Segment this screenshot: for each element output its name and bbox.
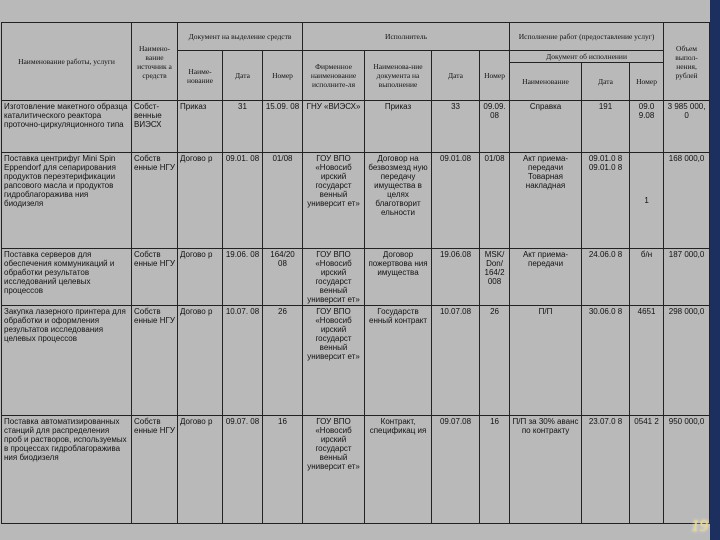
cell-volume: 3 985 000, 0	[664, 101, 710, 153]
cell-exec: ГОУ ВПО «Новосиб ирский государст венный университ ет»	[303, 306, 365, 416]
cell-ful-date: 09.01.0 8 09.01.0 8	[582, 153, 630, 249]
cell-exec-doc: Контракт, спецификац ия	[365, 416, 432, 524]
cell-volume: 298 000,0	[664, 306, 710, 416]
cell-ful-date: 23.07.0 8	[582, 416, 630, 524]
cell-ful-name: Акт приема-передачи Товарная накладная	[510, 153, 582, 249]
cell-ful-name: Акт приема-передачи	[510, 249, 582, 306]
cell-exec-date: 33	[432, 101, 480, 153]
cell-alloc-date: 19.06. 08	[223, 249, 263, 306]
cell-work: Поставка центрифуг Mini Spin Eppendorf для сепарирования продуктов переэтерификации рапсового масла и продуктов гидроблагоражива ния биодизеля	[2, 153, 132, 249]
cell-alloc-date: 31	[223, 101, 263, 153]
cell-alloc-date: 09.07. 08	[223, 416, 263, 524]
header-exec-doc-name: Наименова-ние документа на выполнение	[365, 51, 432, 101]
cell-ful-num: 0541 2	[630, 416, 664, 524]
cell-ful-date: 24.06.0 8	[582, 249, 630, 306]
cell-alloc-name: Догово р	[178, 306, 223, 416]
header-fulfil-name: Наименование	[510, 63, 582, 101]
cell-work: Поставка автоматизированных станций для распределения проб и растворов, используемых в процессах гидроблагоражива ния биодизеля	[2, 416, 132, 524]
cell-ful-num: 4651	[630, 306, 664, 416]
header-exec-date: Дата	[432, 51, 480, 101]
cell-exec-doc: Государств енный контракт	[365, 306, 432, 416]
cell-alloc-num: 01/08	[263, 153, 303, 249]
cell-volume: 168 000,0	[664, 153, 710, 249]
cell-exec-num: 01/08	[480, 153, 510, 249]
cell-exec-date: 19.06.08	[432, 249, 480, 306]
cell-ful-num: 09.0 9.08	[630, 101, 664, 153]
cell-alloc-name: Догово р	[178, 153, 223, 249]
header-alloc-num: Номер	[263, 51, 303, 101]
cell-source: Собст-венные ВИЭСХ	[132, 101, 178, 153]
table-row	[2, 153, 710, 249]
header-fulfil-doc: Документ об исполнении	[510, 51, 664, 63]
cell-ful-name: П/П за 30% аванс по контракту	[510, 416, 582, 524]
cell-alloc-date: 09.01. 08	[223, 153, 263, 249]
header-fulfil: Исполнение работ (предоставление услуг)	[510, 23, 664, 51]
cell-alloc-num: 26	[263, 306, 303, 416]
cell-exec-date: 10.07.08	[432, 306, 480, 416]
cell-ful-date: 30.06.0 8	[582, 306, 630, 416]
cell-work: Закупка лазерного принтера для обработки и оформления результатов исследования целевых процессов	[2, 306, 132, 416]
cell-exec: ГОУ ВПО «Новосиб ирский государст венный университ ет»	[303, 153, 365, 249]
header-exec-name: Фирменное наименование исполните-ля	[303, 51, 365, 101]
cell-exec-doc: Договор пожертвова ния имущества	[365, 249, 432, 306]
cell-volume: 950 000,0	[664, 416, 710, 524]
cell-exec-num: 26	[480, 306, 510, 416]
cell-exec: ГОУ ВПО «Новосиб ирский государст венный университ ет»	[303, 416, 365, 524]
cell-source: Собств енные НГУ	[132, 416, 178, 524]
cell-exec: ГОУ ВПО «Новосиб ирский государст венный университ ет»	[303, 249, 365, 306]
page-number: 19	[691, 516, 708, 535]
cell-exec-doc: Договор на безвозмезд ную передачу имущества в целях благотворит ельности	[365, 153, 432, 249]
report-table	[1, 22, 710, 524]
cell-alloc-name: Приказ	[178, 101, 223, 153]
cell-work: Поставка серверов для обеспечения коммуникаций и обработки результатов исследований целевых процессов	[2, 249, 132, 306]
cell-exec-date: 09.07.08	[432, 416, 480, 524]
header-fulfil-num: Номер	[630, 63, 664, 101]
header-work-name: Наименование работы, услуги	[2, 23, 132, 101]
header-executor: Исполнитель	[303, 23, 510, 51]
cell-ful-name: Справка	[510, 101, 582, 153]
cell-alloc-name: Догово р	[178, 249, 223, 306]
cell-alloc-num: 16	[263, 416, 303, 524]
cell-exec-num: 09.09. 08	[480, 101, 510, 153]
header-doc-alloc: Документ на выделение средств	[178, 23, 303, 51]
header-volume: Объем выпол-нения, рублей	[664, 23, 710, 101]
cell-alloc-name: Догово р	[178, 416, 223, 524]
table-row	[2, 101, 710, 153]
cell-ful-num: 1	[630, 153, 664, 249]
cell-ful-date: 191	[582, 101, 630, 153]
cell-ful-name: П/П	[510, 306, 582, 416]
cell-alloc-date: 10.07. 08	[223, 306, 263, 416]
table-row	[2, 249, 710, 306]
table-row	[2, 416, 710, 524]
cell-source: Собств енные НГУ	[132, 153, 178, 249]
cell-volume: 187 000,0	[664, 249, 710, 306]
cell-exec-num: MSK/ Don/ 164/2 008	[480, 249, 510, 306]
cell-exec: ГНУ «ВИЭСХ»	[303, 101, 365, 153]
cell-work: Изготовление макетного образца каталитического реактора проточно-циркуляционного типа	[2, 101, 132, 153]
cell-alloc-num: 164/20 08	[263, 249, 303, 306]
slide-edge	[710, 0, 720, 540]
cell-exec-num: 16	[480, 416, 510, 524]
cell-source: Собств енные НГУ	[132, 306, 178, 416]
header-alloc-name: Наиме-нование	[178, 51, 223, 101]
header-fulfil-date: Дата	[582, 63, 630, 101]
cell-source: Собств енные НГУ	[132, 249, 178, 306]
table-row	[2, 306, 710, 416]
cell-exec-doc: Приказ	[365, 101, 432, 153]
cell-exec-date: 09.01.08	[432, 153, 480, 249]
header-source-name: Наимено-вание источник а средств	[132, 23, 178, 101]
header-exec-num: Номер	[480, 51, 510, 101]
cell-ful-num: б/н	[630, 249, 664, 306]
cell-alloc-num: 15.09. 08	[263, 101, 303, 153]
header-alloc-date: Дата	[223, 51, 263, 101]
